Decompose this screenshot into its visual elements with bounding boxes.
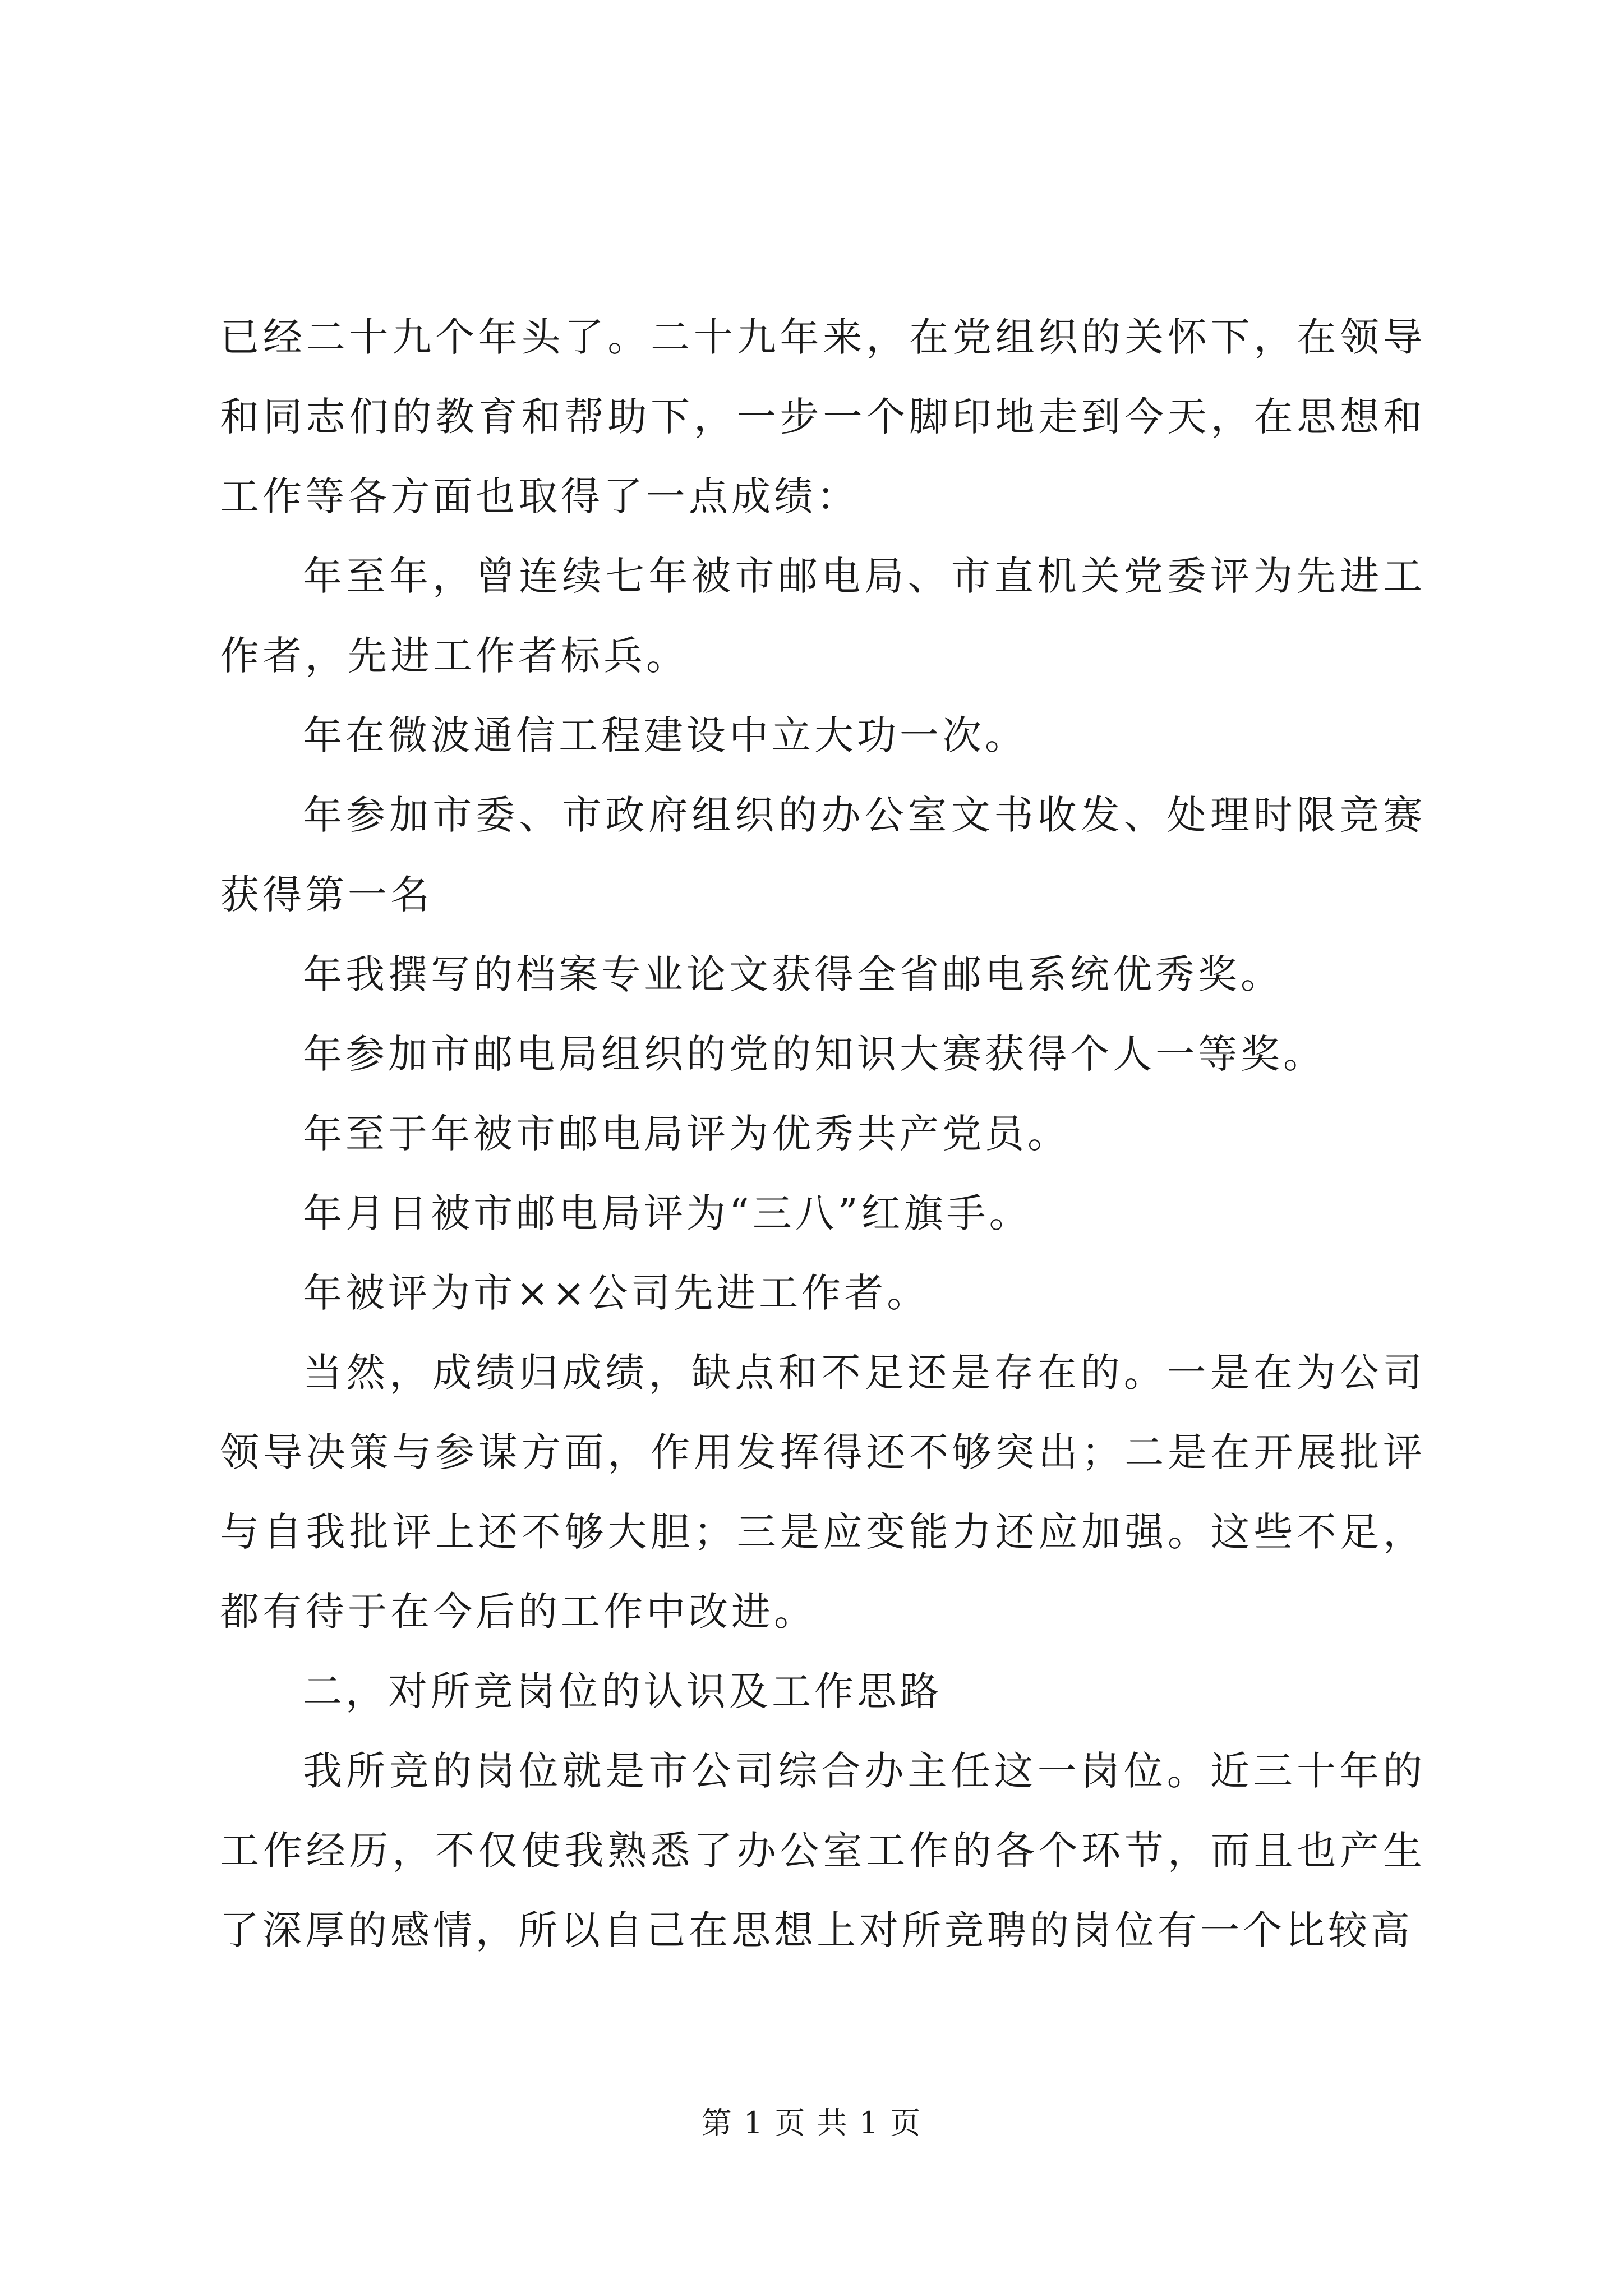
paragraph: 年在微波通信工程建设中立大功一次。 [303,712,1027,758]
paragraph: 我所竞的岗位就是市公司综合办主任这一岗位。近三十年的工作经历，不仅使我熟悉了办公室工作的各个环节，而且也产生了深厚的感情，所以自己在思想上对所竞聘的岗位有一个比较高 [220,1748,1426,1953]
paragraph: 年参加市邮电局组织的党的知识大赛获得个人一等奖。 [303,1031,1326,1077]
paragraph: 当然，成绩归成绩，缺点和不足还是存在的。一是在为公司领导决策与参谋方面，作用发挥得还不够突出；二是在开展批评与自我批评上还不够大胆；三是应变能力还应加强。这些不足，都有待于在今后的工作中改进。 [220,1350,1426,1635]
paragraph: 年我撰写的档案专业论文获得全省邮电系统优秀奖。 [303,951,1283,997]
paragraph: 年被评为市××公司先进工作者。 [303,1270,930,1316]
document-body [220,297,1426,1970]
paragraph: 年参加市委、市政府组织的办公室文书收发、处理时限竞赛获得第一名 [220,792,1426,918]
paragraph: 已经二十九个年头了。二十九年来，在党组织的关怀下，在领导和同志们的教育和帮助下，一步一个脚印地走到今天，在思想和工作等各方面也取得了一点成绩： [220,314,1426,519]
section-heading: 二，对所竞岗位的认识及工作思路 [303,1668,942,1714]
page-footer: 第 1 页 共 1 页 [701,2105,922,2141]
paragraph: 年至于年被市邮电局评为优秀共产党员。 [303,1111,1070,1157]
paragraph: 年至年，曾连续七年被市邮电局、市直机关党委评为先进工作者，先进工作者标兵。 [220,553,1426,679]
paragraph: 年月日被市邮电局评为“三八”红旗手。 [303,1190,1032,1236]
